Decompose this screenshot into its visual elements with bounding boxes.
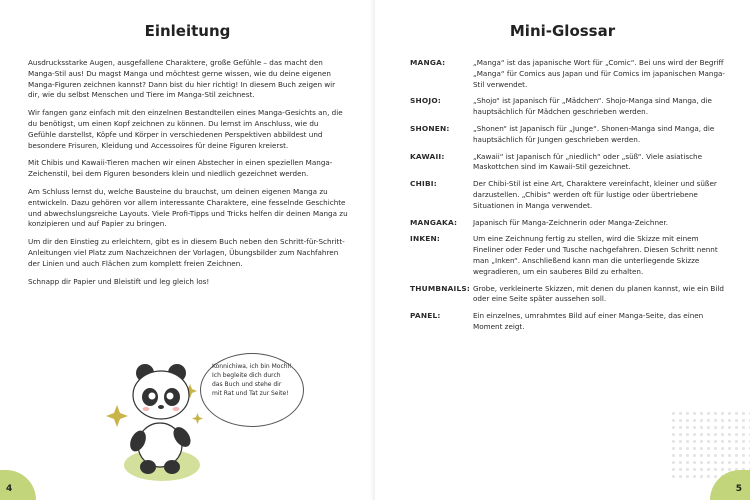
- page-number: 5: [735, 484, 742, 494]
- intro-paragraph: Mit Chibis und Kawaii-Tieren machen wir einen Abstecher in einen speziellen Manga-Zeichenstil, bei dem Figuren besonders klein und niedlich gezeichnet werden.: [28, 158, 333, 179]
- intro-paragraph: Um dir den Einstieg zu erleichtern, gibt es in diesem Buch neben den Schritt-für-Schritt-Anleitungen viel Platz zum Nachzeichnen der Vorlagen, Übungsbilder zum Nachfahren der Linien und auch Flächen zum komplett freien Zeichnen.: [28, 237, 345, 268]
- glossary-term: CHIBI:: [410, 179, 437, 189]
- page-title-einleitung: Einleitung: [144, 22, 231, 40]
- glossary-term: KAWAII:: [410, 151, 445, 161]
- glossary-definition: „Shonen“ ist Japanisch für „Junge“. Shonen-Manga sind Manga, die hauptsächlich für Jungen geschrieben werden.: [473, 123, 715, 144]
- page-number: 4: [6, 484, 13, 494]
- glossary-definition: Grobe, verkleinerte Skizzen, mit denen du planen kannst, wie ein Bild oder eine Seite später aussehen soll.: [473, 283, 724, 304]
- glossary-entry: [410, 96, 730, 118]
- glossary-term: THUMBNAILS:: [410, 283, 471, 293]
- intro-paragraph: Ausdrucksstarke Augen, ausgefallene Charaktere, große Gefühle – das macht den Manga-Stil aus! Du magst Manga und möchtest gerne wissen, wie du deine eigenen Manga-Figuren zeichnen kannst? Dann bist du hier richtig! In diesem Buch zeigen wir dir, wie du selbst Menschen und Tiere im Manga-Stil zeichnest.: [28, 58, 336, 100]
- glossary-entry: [410, 284, 730, 306]
- glossary-term: PANEL:: [410, 311, 441, 321]
- glossary-entry: [410, 234, 730, 277]
- speech-bubble-text: Konnichiwa, ich bin Mochi! Ich begleite dich durch das Buch und stehe dir mit Rat und Tat zur Seite!: [212, 363, 292, 397]
- glossary-entry: [410, 58, 730, 90]
- intro-paragraph: Wir fangen ganz einfach mit den einzelnen Bestandteilen eines Manga-Gesichts an, die du benötigst, um einen Kopf zeichnen zu können. Du lernst im Anschluss, wie du Gefühle darstellst, Köpfe und Körper in verschiedenen Perspektiven abbildest und besondere Frisuren, Kleidung und Accessoires für deine Figuren kreierst.: [28, 108, 343, 150]
- sparkle-icon: [106, 405, 128, 427]
- sparkle-icon: [192, 413, 203, 424]
- glossary-definition: Japanisch für Manga-Zeichnerin oder Manga-Zeichner.: [473, 217, 668, 227]
- glossary-entry: [410, 124, 730, 146]
- glossary-entry: [410, 179, 730, 211]
- glossary-definition: „Kawaii“ ist Japanisch für „niedlich“ oder „süß“. Viele asiatische Maskottchen sind im Kawaii-Stil gezeichnet.: [473, 151, 702, 172]
- glossary-term: INKEN:: [410, 234, 441, 244]
- panda-mascot-icon: [100, 345, 220, 485]
- glossary-entry: [410, 152, 730, 174]
- glossary-definition: Der Chibi-Stil ist eine Art, Charaktere vereinfacht, kleiner und süßer darzustellen. „Chibis“ werden oft für lustige oder übertriebene Situationen in Manga verwendet.: [473, 179, 717, 210]
- glossary-term: SHOJO:: [410, 96, 441, 106]
- glossary-definition: „Shojo“ ist Japanisch für „Mädchen“. Shojo-Manga sind Manga, die hauptsächlich für Mädchen geschrieben werden.: [473, 96, 712, 117]
- right-page: [375, 0, 750, 500]
- glossary-definition: Ein einzelnes, umrahmtes Bild auf einer Manga-Seite, das einen Moment zeigt.: [473, 311, 704, 331]
- glossary-entry: [410, 218, 730, 229]
- intro-text: [28, 58, 348, 294]
- glossary-list: [410, 58, 730, 339]
- page-title-glossar: Mini-Glossar: [509, 22, 616, 40]
- glossary-term: MANGAKA:: [410, 217, 458, 227]
- intro-paragraph: Am Schluss lernst du, welche Bausteine du brauchst, um deinen eigenen Manga zu entwickeln. Dazu gehören vor allem interessante Charaktere, eine fesselnde Geschichte und abwechslungsreiche Layouts. Viele Profi-Tipps und Tricks helfen dir deinen Manga zu konzipieren und auf Papier zu bringen.: [28, 186, 348, 229]
- glossary-definition: „Manga“ ist das japanische Wort für „Comic“. Bei uns wird der Begriff „Manga“ für Comics aus Japan und für Comics im japanischen Manga-Stil verwendet.: [473, 58, 726, 89]
- glossary-term: SHONEN:: [410, 123, 450, 133]
- glossary-term: MANGA:: [410, 58, 446, 67]
- glossary-definition: Um eine Zeichnung fertig zu stellen, wird die Skizze mit einem Fineliner oder Feder und Tusche nachgefahren. Diesen Schritt nennt man „Inken“. Anschließend kann man die unterliegende Skizze wegradieren, um ein sauberes Bild zu erhalten.: [473, 234, 718, 276]
- intro-paragraph: Schnapp dir Papier und Bleistift und leg gleich los!: [28, 276, 210, 286]
- glossary-entry: [410, 311, 730, 333]
